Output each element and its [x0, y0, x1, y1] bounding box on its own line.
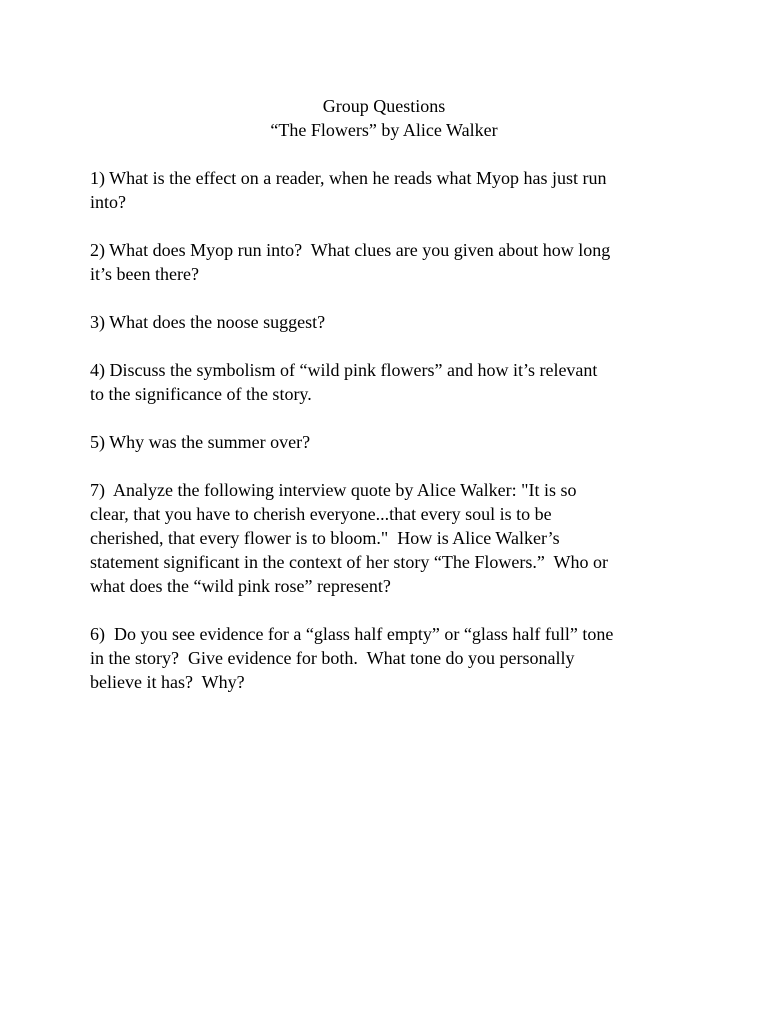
- question-line: 6) Do you see evidence for a “glass half empty” or “glass half full” tone: [90, 624, 614, 644]
- question-line: into?: [90, 192, 126, 212]
- document-subtitle: “The Flowers” by Alice Walker: [270, 120, 498, 140]
- question-line: to the significance of the story.: [90, 384, 312, 404]
- question-line: 3) What does the noose suggest?: [90, 312, 326, 332]
- question-1: [90, 166, 690, 214]
- question-line: believe it has? Why?: [90, 672, 245, 692]
- question-line: 1) What is the effect on a reader, when he reads what Myop has just run: [90, 168, 607, 188]
- question-3: [90, 310, 690, 334]
- question-6: [90, 622, 690, 694]
- question-line: in the story? Give evidence for both. What tone do you personally: [90, 648, 575, 668]
- question-7: [90, 478, 690, 598]
- document-title: Group Questions: [322, 96, 446, 116]
- question-line: clear, that you have to cherish everyone...that every soul is to be: [90, 504, 552, 524]
- question-line: 7) Analyze the following interview quote by Alice Walker: "It is so: [90, 480, 577, 500]
- question-line: what does the “wild pink rose” represent?: [90, 576, 391, 596]
- question-line: 2) What does Myop run into? What clues are you given about how long: [90, 240, 611, 260]
- question-line: statement significant in the context of her story “The Flowers.” Who or: [90, 552, 609, 572]
- question-4: [90, 358, 690, 406]
- question-2: [90, 238, 690, 286]
- question-5: [90, 430, 690, 454]
- document-header: [0, 94, 768, 142]
- question-line: 4) Discuss the symbolism of “wild pink flowers” and how it’s relevant: [90, 360, 598, 380]
- question-line: it’s been there?: [90, 264, 199, 284]
- question-line: 5) Why was the summer over?: [90, 432, 311, 452]
- question-list: [90, 166, 690, 718]
- question-line: cherished, that every flower is to bloom." How is Alice Walker’s: [90, 528, 560, 548]
